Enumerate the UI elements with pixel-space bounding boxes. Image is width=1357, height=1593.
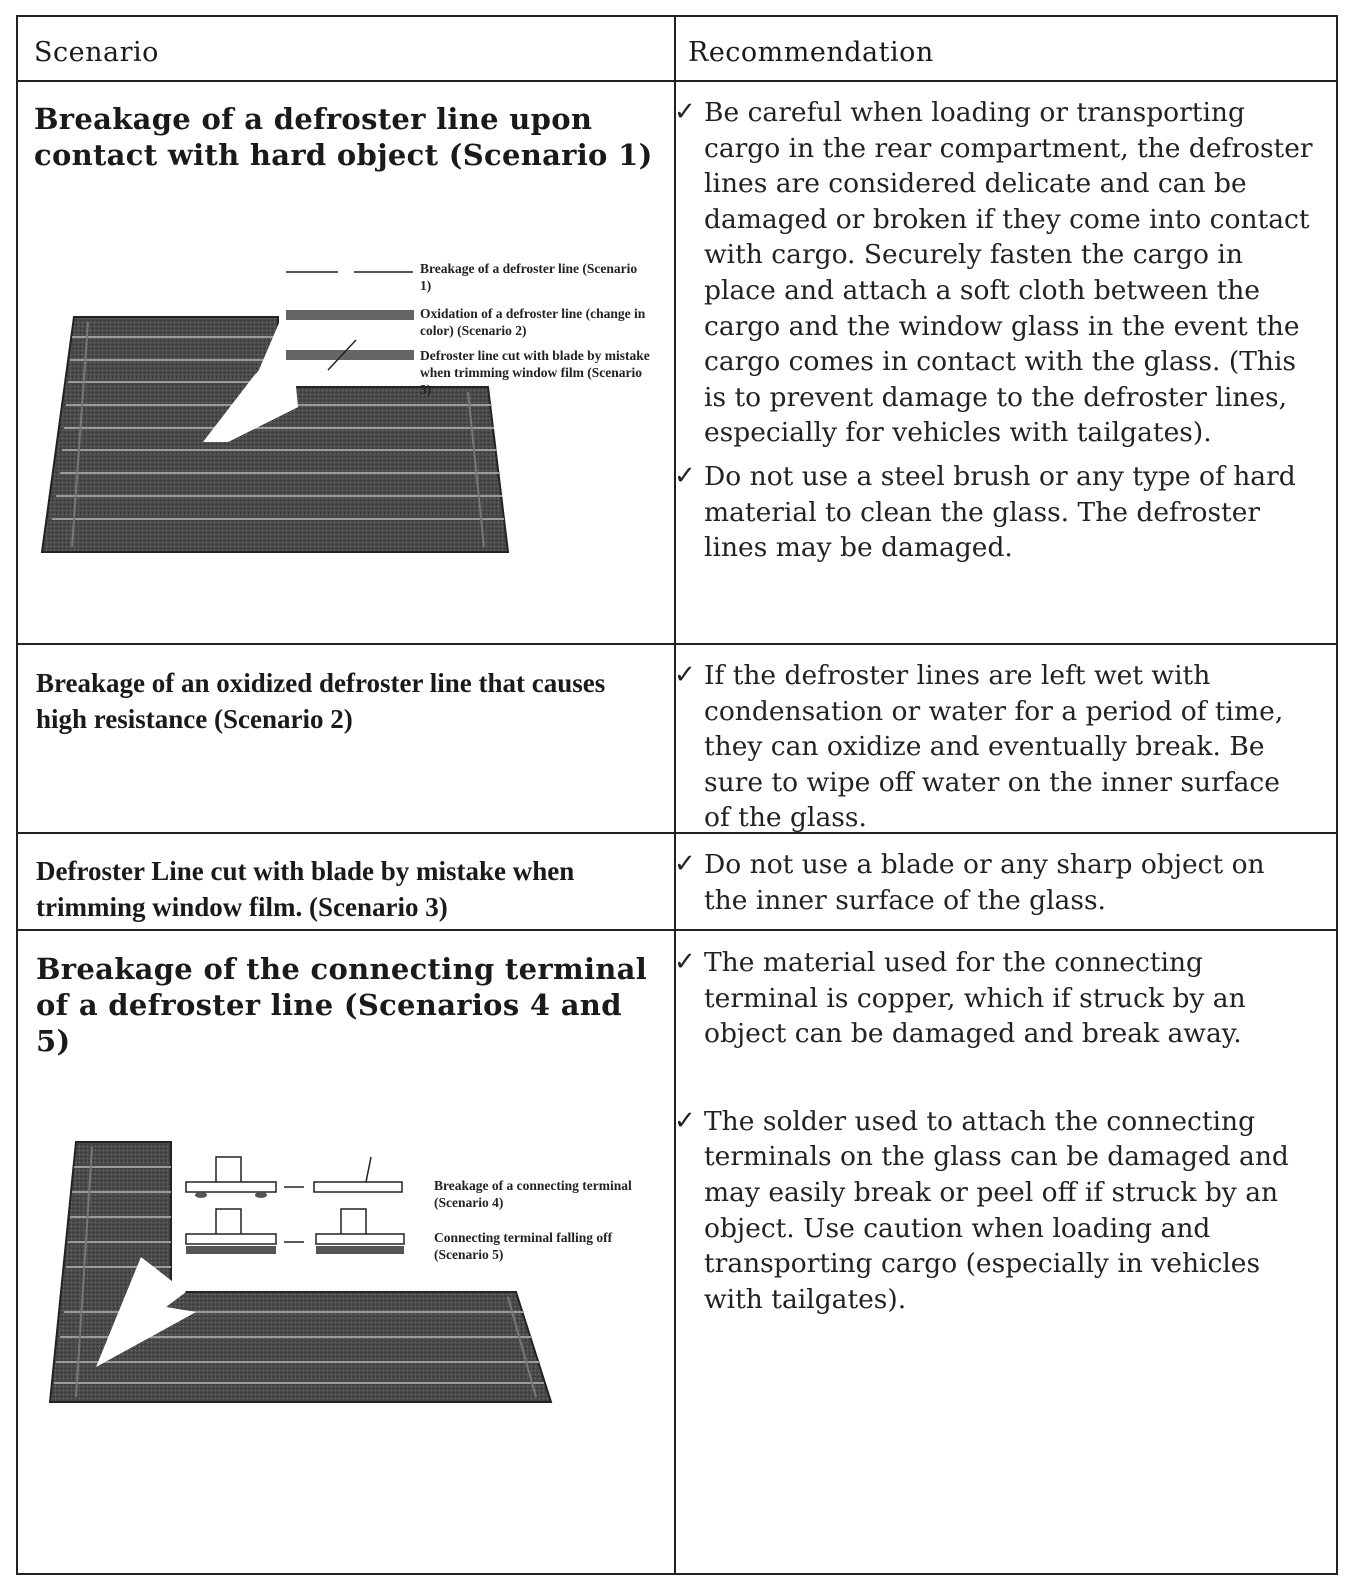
caption-scenario-4: Breakage of a connecting terminal (Scenario 4) [434,1178,632,1210]
scenario-3-title: Defroster Line cut with blade by mistake when trimming window film. (Scenario 3) [36,856,575,922]
scenario-recommendation-table [16,15,1338,1575]
check-icon: ✓ [674,660,696,690]
recommendation-item [668,459,1313,566]
scenario-4-5-recommendations [668,945,1313,1317]
caption-scenario-2: Oxidation of a defroster line (change in color) (Scenario 2) [420,306,646,338]
check-icon: ✓ [674,947,696,977]
caption-scenario-3: Defroster line cut with blade by mistake when trimming window film (Scenario 3) [420,348,650,397]
scenario-2-title: Breakage of an oxidized defroster line that causes high resistance (Scenario 2) [36,668,606,734]
scenario-4-5-title: Breakage of the connecting terminal of a defroster line (Scenarios 4 and 5) [36,952,648,1058]
row-divider [18,929,1336,931]
connecting-terminal-figure [46,1117,666,1417]
header-divider [18,80,1336,82]
check-icon: ✓ [674,849,696,879]
scenario-1-title: Breakage of a defroster line upon contact with hard object (Scenario 1) [34,102,653,172]
row-divider [18,643,1336,645]
recommendation-item [668,658,1313,836]
recommendation-item [668,95,1313,451]
recommendation-text: Do not use a blade or any sharp object on the inner surface of the glass. [704,849,1265,916]
recommendation-item [668,945,1313,1052]
caption-scenario-5: Connecting terminal falling off (Scenario 5) [434,1230,613,1262]
scenario-1-recommendations [668,95,1313,566]
check-icon: ✓ [674,460,696,491]
rear-window-defroster-figure [38,242,668,582]
check-icon: ✓ [674,1105,696,1136]
recommendation-item [668,1104,1313,1318]
scenario-2-recommendations [668,658,1313,836]
recommendation-text: The material used for the connecting terminal is copper, which if struck by an object can be damaged and break away. [704,947,1246,1050]
recommendation-text: If the defroster lines are left wet with condensation or water for a period of time, they can oxidize and eventually break. Be sure to wipe off water on the inner surface of the glass. [704,660,1284,834]
recommendation-text: Do not use a steel brush or any type of hard material to clean the glass. The defroster lines may be damaged. [704,460,1296,564]
recommendation-text: Be careful when loading or transporting cargo in the rear compartment, the defroster lines are considered delicate and can be damaged or broken if they come into contact with cargo. Securely fasten the cargo in place and attach a soft cloth between the cargo and the window glass in the event the cargo comes in contact with the glass. (This is to prevent damage to the defroster lines, especially for vehicles with tailgates). [704,97,1313,449]
check-icon: ✓ [674,97,696,127]
header-recommendation: Recommendation [688,37,934,68]
recommendation-item [668,847,1313,918]
scenario-3-recommendations [668,847,1313,918]
recommendation-text: The solder used to attach the connecting terminals on the glass can be damaged and may easily break or peel off if struck by an object. Use caution when loading and transporting cargo (especially in vehicles with tailgates). [704,1105,1289,1315]
caption-scenario-1: Breakage of a defroster line (Scenario 1) [420,261,638,293]
header-scenario: Scenario [34,37,159,68]
